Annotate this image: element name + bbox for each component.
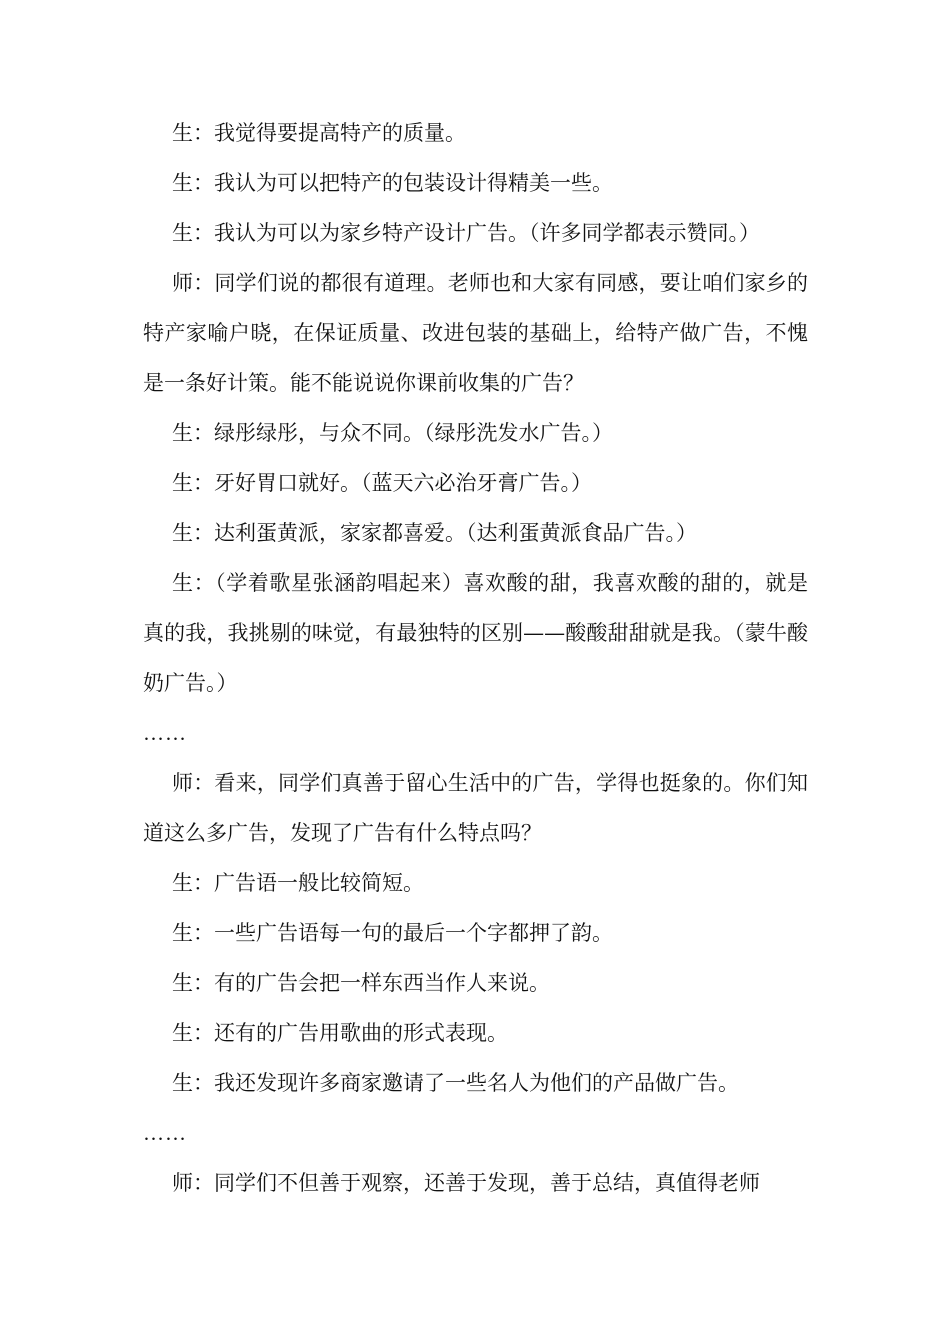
paragraph-13: 生：还有的广告用歌曲的形式表现。	[172, 1021, 508, 1045]
paragraph-7: 生：达利蛋黄派，家家都喜爱。（达利蛋黄派食品广告。）	[172, 521, 697, 545]
paragraph-4: 师：同学们说的都很有道理。老师也和大家有同感，要让咱们家乡的特产家喻户晓，在保证质量、改进包装的基础上，给特产做广告，不愧是一条好计策。能不能说说你课前收集的广告？	[143, 271, 808, 395]
ellipsis-2: ……	[143, 1121, 187, 1145]
paragraph-12: 生：有的广告会把一样东西当作人来说。	[172, 971, 550, 995]
paragraph-15: 师：同学们不但善于观察，还善于发现，善于总结，真值得老师	[172, 1171, 760, 1195]
paragraph-1: 生：我觉得要提高特产的质量。	[172, 121, 466, 145]
paragraph-10: 生：广告语一般比较简短。	[172, 871, 424, 895]
document-body	[143, 108, 808, 1208]
paragraph-2: 生：我认为可以把特产的包装设计得精美一些。	[172, 171, 613, 195]
paragraph-9: 师：看来，同学们真善于留心生活中的广告，学得也挺象的。你们知道这么多广告，发现了广告有什么特点吗？	[143, 771, 808, 845]
paragraph-14: 生：我还发现许多商家邀请了一些名人为他们的产品做广告。	[172, 1071, 739, 1095]
paragraph-6: 生：牙好胃口就好。（蓝天六必治牙膏广告。）	[172, 471, 592, 495]
paragraph-3: 生：我认为可以为家乡特产设计广告。（许多同学都表示赞同。）	[172, 221, 760, 245]
ellipsis-1: ……	[143, 721, 187, 745]
paragraph-11: 生：一些广告语每一句的最后一个字都押了韵。	[172, 921, 613, 945]
paragraph-5: 生：绿彤绿彤，与众不同。（绿彤洗发水广告。）	[172, 421, 613, 445]
paragraph-8: 生：（学着歌星张涵韵唱起来）喜欢酸的甜，我喜欢酸的甜的，就是真的我，我挑剔的味觉，有最独特的区别——酸酸甜甜就是我。（蒙牛酸奶广告。）	[143, 571, 808, 695]
